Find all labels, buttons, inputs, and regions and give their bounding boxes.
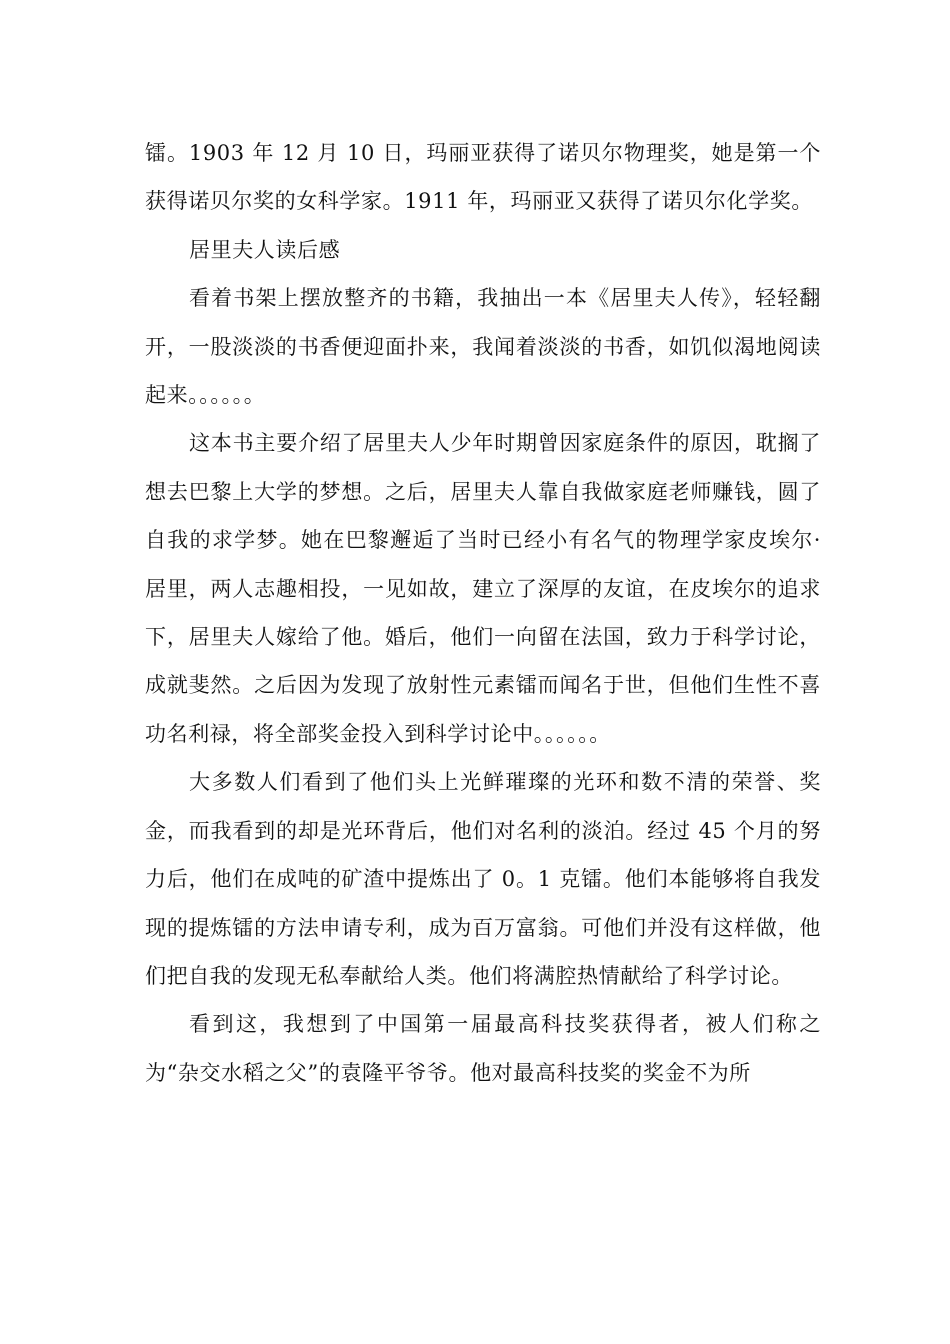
paragraph: 看到这，我想到了中国第一届最高科技奖获得者，被人们称之为“杂交水稻之父”的袁隆平爷爷。他对最高科技奖的奖金不为所 [145, 1012, 821, 1085]
paragraph: 看着书架上摆放整齐的书籍，我抽出一本《居里夫人传》，轻轻翻开，一股淡淡的书香便迎面扑来，我闻着淡淡的书香，如饥似渴地阅读起来。。。。。。 [145, 286, 821, 408]
paragraph: 这本书主要介绍了居里夫人少年时期曾因家庭条件的原因，耽搁了想去巴黎上大学的梦想。之后，居里夫人靠自我做家庭老师赚钱，圆了自我的求学梦。她在巴黎邂逅了当时已经小有名气的物理学家皮埃尔·居里，两人志趣相投，一见如故，建立了深厚的友谊，在皮埃尔的追求下，居里夫人嫁给了他。婚后，他们一向留在法国，致力于科学讨论，成就斐然。之后因为发现了放射性元素镭而闻名于世，但他们生性不喜功名利禄，将全部奖金投入到科学讨论中。。。。。。 [145, 431, 821, 746]
paragraph-continuation: 镭。1903 年 12 月 10 日，玛丽亚获得了诺贝尔物理奖，她是第一个获得诺贝尔奖的女科学家。1911 年，玛丽亚又获得了诺贝尔化学奖。 [145, 141, 821, 214]
paragraph: 大多数人们看到了他们头上光鲜璀璨的光环和数不清的荣誉、奖金，而我看到的却是光环背后，他们对名利的淡泊。经过 45 个月的努力后，他们在成吨的矿渣中提炼出了 0。1 克镭。他们本能够将自我发现的提炼镭的方法申请专利，成为百万富翁。可他们并没有这样做，他们把自我的发现无私奉献给人类。他们将满腔热情献给了科学讨论。 [145, 770, 821, 988]
document-body [145, 129, 821, 1097]
section-heading: 居里夫人读后感 [189, 237, 341, 262]
